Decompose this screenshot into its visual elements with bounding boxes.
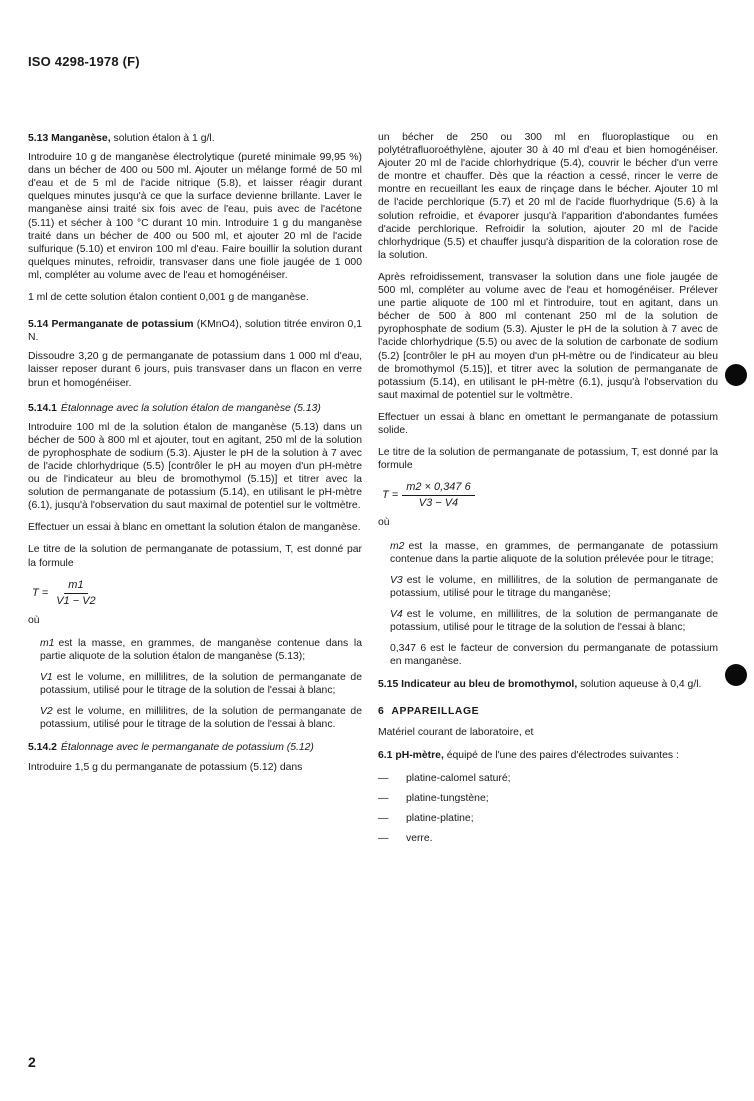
punch-hole-mark	[725, 364, 747, 386]
section-5-14-1-heading	[28, 402, 362, 415]
list-item	[378, 832, 718, 845]
definition-text: est le facteur de conversion du permanganate de potassium en manganèse.	[390, 643, 718, 668]
variable: 0,347 6	[390, 643, 427, 655]
section-number: 5.13	[28, 133, 49, 144]
section-subtitle: solution titrée environ 0,1 N.	[28, 319, 362, 344]
section-6-1-heading	[378, 749, 718, 762]
section-number: 6.1	[378, 749, 393, 761]
paragraph: Introduire 10 g de manganèse électrolytique (pureté minimale 99,95 %) dans un bécher de 400 ou 500 ml. Ajouter un mélange formé de 50 ml d'eau et de 5 ml de l'acide nitrique (5.8), et laisser réagir durant quelques minutes jusqu'à ce que la surface devienne brillante. Laver le manganèse ainsi traité six fois avec de l'eau, puis avec de l'acétone (5.11) et sécher à 100 °C durant 10 min. Introduire 1 g du manganèse traité dans un bécher de 400 ou 500 ml, et ajouter 20 ml de l'acide sulfurique (5.10) et environ 100 ml d'eau. Faire bouillir la solution durant quelques minutes, refroidir, transvaser dans une fiole jaugée de 1 000 ml, compléter au volume avec de l'eau et homogénéiser.	[28, 152, 362, 281]
list-item	[378, 772, 718, 785]
list-item-text: verre.	[406, 832, 433, 844]
section-number: 5.14	[28, 319, 49, 331]
definition-text: est le volume, en millilitres, de la solution de permanganate de potassium, utilisé pour le titrage du manganèse;	[390, 574, 718, 599]
paragraph: Effectuer un essai à blanc en omettant la solution étalon de manganèse.	[28, 522, 361, 534]
dash: —	[378, 832, 389, 844]
section-title: Étalonnage avec le permanganate de potassium (5.12)	[60, 742, 314, 754]
definition-item	[390, 540, 718, 566]
section-number: 6	[378, 706, 385, 718]
left-column	[28, 132, 362, 783]
page-number: 2	[28, 1054, 36, 1070]
variable: V1	[40, 672, 53, 684]
section-title: Permanganate de potassium	[51, 319, 194, 331]
dash: —	[378, 772, 389, 784]
variable: m1	[40, 637, 55, 649]
formula-denominator: V1 − V2	[56, 594, 96, 607]
paragraph: Introduire 1,5 g du permanganate de potassium (5.12) dans	[28, 761, 303, 773]
section-title: pH-mètre,	[395, 749, 444, 761]
definition-item	[40, 705, 362, 731]
definition-text: est la masse, en grammes, de manganèse contenue dans la partie aliquote de la solution étalon de manganèse (5.13);	[40, 637, 362, 662]
section-5-13-heading	[28, 132, 362, 145]
formula-numerator: m2 × 0,347 6	[402, 481, 475, 496]
dash: —	[378, 812, 389, 824]
list-item	[378, 812, 718, 825]
list-item-text: platine-tungstène;	[406, 792, 489, 804]
definition-item	[40, 671, 362, 697]
paragraph: Effectuer un essai à blanc en omettant le permanganate de potassium solide.	[378, 411, 718, 436]
section-number: 5.15	[378, 679, 399, 691]
variable: m2	[390, 540, 405, 552]
paragraph: un bécher de 250 ou 300 ml en fluoroplastique ou en polytétrafluoroéthylène, ajouter 30 à 40 ml d'eau et bien homogénéiser. Ajouter 20 ml de l'acide chlorhydrique (5.4), couvrir le bécher d'un verre de montre et chauffer. Dès que la réaction a cessé, rincer le verre de montre en recueillant les eaux de rinçage dans le bécher. Ajouter 10 ml de l'acide perchlorique (5.7) et 20 ml de l'acide fluorhydrique (5.6) à la solution refroidie, et évaporer jusqu'à l'apparition d'abondantes fumées d'acide perchlorique. Refroidir la solution, ajouter 20 ml de l'acide chlorhydrique (5.5) et chauffer jusqu'à disparition de la coloration rose de la solution.	[378, 132, 718, 261]
formula-2	[382, 481, 718, 510]
formula-lhs: T =	[382, 489, 399, 502]
paragraph: Le titre de la solution de permanganate de potassium, T, est donné par la formule	[378, 447, 718, 472]
dash: —	[378, 792, 389, 804]
formula-1	[32, 579, 362, 608]
right-column	[378, 131, 718, 852]
chemical-formula: (KMnO4),	[196, 319, 242, 331]
variable: V2	[40, 706, 53, 718]
definition-text: est la masse, en grammes, de permanganate de potassium contenue dans la partie aliquote de la solution prélevée pour le titrage;	[390, 540, 718, 565]
paragraph: Après refroidissement, transvaser la solution dans une fiole jaugée de 500 ml, compléter au volume avec de l'eau et homogénéiser. Prélever une partie aliquote de 100 ml et l'introduire, tout en agitant, dans un bécher de 500 à 800 ml contenant 250 ml de la solution de pyrophosphate de sodium (5.3). Ajuster le pH de la solution à 7 avec de l'acide chlorhydrique (5.5) ou avec de la solution de carbonate de sodium (5.2) [contrôler le pH au moyen d'un pH-mètre ou de l'indicateur au bleu de bromothymol (5.15)], et titrer avec la solution de permanganate de potassium (5.14), en utilisant le pH-mètre (6.1), jusqu'à l'observation du saut maximal de potentiel sur le voltmètre.	[378, 271, 718, 401]
page-header: ISO 4298-1978 (F)	[28, 54, 140, 69]
paragraph: Dissoudre 3,20 g de permanganate de potassium dans 1 000 ml d'eau, laisser reposer durant 6 jours, puis transvaser dans un flacon en verre brun et homogénéiser.	[28, 351, 362, 389]
formula-fraction	[52, 579, 99, 608]
definition-item	[40, 637, 362, 663]
definition-item	[390, 608, 718, 634]
definition-text: est le volume, en millilitres, de la solution de permanganate de potassium, utilisé pour le titrage de la solution de l'essai à blanc;	[390, 608, 718, 633]
section-subtitle: solution aqueuse à 0,4 g/l.	[577, 679, 702, 691]
section-5-14-2-heading	[28, 741, 362, 754]
section-title: APPAREILLAGE	[391, 706, 480, 718]
electrode-list	[378, 772, 718, 845]
paragraph: 1 ml de cette solution étalon contient 0,001 g de manganèse.	[28, 292, 309, 304]
punch-hole-mark	[725, 664, 747, 686]
paragraph: Matériel courant de laboratoire, et	[378, 727, 534, 739]
section-subtitle: solution étalon à 1 g/l.	[110, 133, 215, 144]
variable: V3	[390, 574, 403, 586]
where-label: où	[28, 614, 40, 626]
definition-item	[390, 642, 718, 668]
section-number: 5.14.1	[28, 402, 57, 414]
section-number: 5.14.2	[28, 742, 57, 754]
list-item-text: platine-calomel saturé;	[406, 772, 511, 784]
section-5-15-heading	[378, 678, 718, 691]
where-label: où	[378, 517, 390, 529]
formula-denominator: V3 − V4	[418, 497, 459, 510]
list-item	[378, 792, 718, 805]
section-title: Indicateur au bleu de bromothymol,	[401, 679, 578, 691]
definition-text: est le volume, en millilitres, de la solution de permanganate de potassium, utilisé pour le titrage de la solution de l'essai à blanc.	[40, 706, 362, 731]
paragraph: Introduire 100 ml de la solution étalon de manganèse (5.13) dans un bécher de 500 à 800 ml et ajouter, tout en agitant, 250 ml de la solution de pyrophosphate de sodium (5.3). Ajuster le pH de la solution à 7 avec de l'acide chlorhydrique (5.5) [contrôler le pH au moyen d'un pH-mètre ou de l'indicateur au bleu de bromothymol (5.15)] et titrer avec la solution de permanganate de potassium (5.14), en utilisant le pH-mètre (6.1), jusqu'à l'observation du saut maximal de potentiel sur le voltmètre.	[28, 421, 362, 512]
section-5-14-heading	[28, 318, 362, 344]
paragraph: Le titre de la solution de permanganate de potassium, T, est donné par la formule	[28, 544, 362, 569]
formula-fraction	[402, 481, 475, 510]
definition-item	[390, 574, 718, 600]
section-6-heading	[378, 705, 718, 718]
section-title: Manganèse,	[51, 133, 111, 144]
formula-lhs: T =	[32, 586, 49, 599]
variable: V4	[390, 608, 403, 620]
section-subtitle: équipé de l'une des paires d'électrodes suivantes :	[443, 749, 679, 761]
definition-text: est le volume, en millilitres, de la solution de permanganate de potassium, utilisé pour le titrage de la solution de l'essai à blanc;	[40, 672, 362, 697]
list-item-text: platine-platine;	[406, 812, 474, 824]
formula-numerator: m1	[64, 579, 87, 594]
section-title: Étalonnage avec la solution étalon de manganèse (5.13)	[60, 402, 321, 414]
